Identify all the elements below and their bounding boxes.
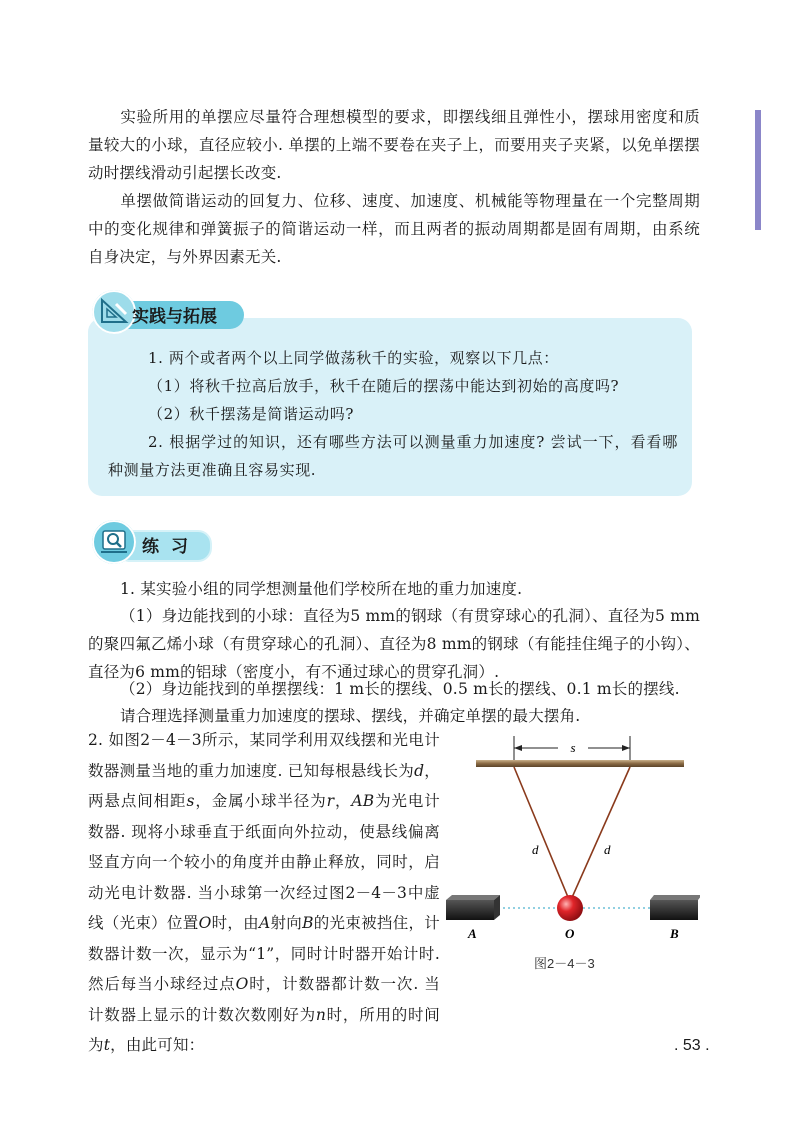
practice-item-1: 1. 两个或者两个以上同学做荡秋千的实验，观察以下几点： [148, 349, 559, 367]
practice-item-2: （1）将秋千拉高后放手，秋千在随后的摆荡中能达到初始的高度吗? [148, 377, 620, 395]
side-margin-text [754, 240, 764, 370]
page-number: . 53 . [674, 1037, 710, 1054]
counter-a [446, 895, 500, 920]
label-o: O [565, 926, 575, 941]
label-d-right: d [604, 842, 611, 857]
exercise-question-1-part-1: （1）身边能找到的小球：直径为5 mm的钢球（有贯穿球心的孔洞）、直径为5 mm的聚四氟乙烯小球（有贯穿球心的孔洞）、直径为8 mm的钢球（有能挂住绳子的小钩）、直径为6 mm的铝球（密度小，有不通过球心的贯穿孔洞）. [88, 607, 700, 681]
exercise-question-1-part-2: （2）身边能找到的单摆摆线：1 m长的摆线、0.5 m长的摆线、0.1 m长的摆线. [120, 680, 680, 698]
exercise-question-1: 1. 某实验小组的同学想测量他们学校所在地的重力加速度. [120, 580, 523, 598]
practice-header [92, 290, 252, 334]
practice-item-3: （2）秋千摆荡是简谐运动吗? [148, 405, 354, 423]
counter-b [650, 895, 700, 920]
bifilar-pendulum-figure [440, 730, 700, 970]
practice-title: 实践与拓展 [132, 307, 217, 327]
side-tab-bar [755, 110, 761, 230]
dimension-s [514, 736, 630, 760]
thread-left [514, 767, 570, 902]
metal-ball [557, 895, 583, 921]
label-s: s [570, 740, 576, 755]
figure-caption: 图2－4－3 [534, 956, 595, 971]
intro-paragraph-2: 单摆做简谐运动的回复力、位移、速度、加速度、机械能等物理量在一个完整周期中的变化规律和弹簧振子的简谐运动一样，而且两者的振动周期都是固有周期，由系统自身决定，与外界因素无关. [88, 192, 700, 266]
exercise-question-2: 2. 如图2－4－3所示，某同学利用双线摆和光电计数器测量当地的重力加速度. 已知每根悬线长为d，两悬点间相距s，金属小球半径为r，AB为光电计数器. 现将小球垂直于纸面向外拉动，使悬线偏离竖直方向一个较小的角度并由静止释放，同时，启动光电计数器. 当小球第一次经过图2－4－3中虚线（光束）位置O时，由A射向B的光束被挡住，计数器计数一次，显示为“1”，同时计时器开始计时. 然后每当小球经过点O时，计数器都计数一次. 当计数器上显示的计数次数刚好为n时，所用的时间为t，由此可知： [88, 731, 441, 1054]
thread-right [570, 767, 630, 902]
exercise-question-1-instruction: 请合理选择测量重力加速度的摆球、摆线，并确定单摆的最大摆角. [120, 707, 581, 725]
support-beam [476, 760, 684, 767]
exercise-title: 练习 [142, 537, 200, 557]
magnifier-icon [92, 520, 136, 564]
ruler-triangle-icon [92, 290, 136, 334]
practice-item-4: 2. 根据学过的知识，还有哪些方法可以测量重力加速度? 尝试一下，看看哪种测量方法更准确且容易实现. [108, 433, 678, 479]
exercise-header [92, 520, 212, 564]
label-b: B [670, 926, 679, 941]
label-d-left: d [532, 842, 539, 857]
intro-paragraph-1: 实验所用的单摆应尽量符合理想模型的要求，即摆线细且弹性小，摆球用密度和质量较大的小球，直径应较小. 单摆的上端不要卷在夹子上，而要用夹子夹紧，以免单摆摆动时摆线滑动引起摆长改变. [88, 108, 700, 182]
label-a: A [468, 926, 477, 941]
